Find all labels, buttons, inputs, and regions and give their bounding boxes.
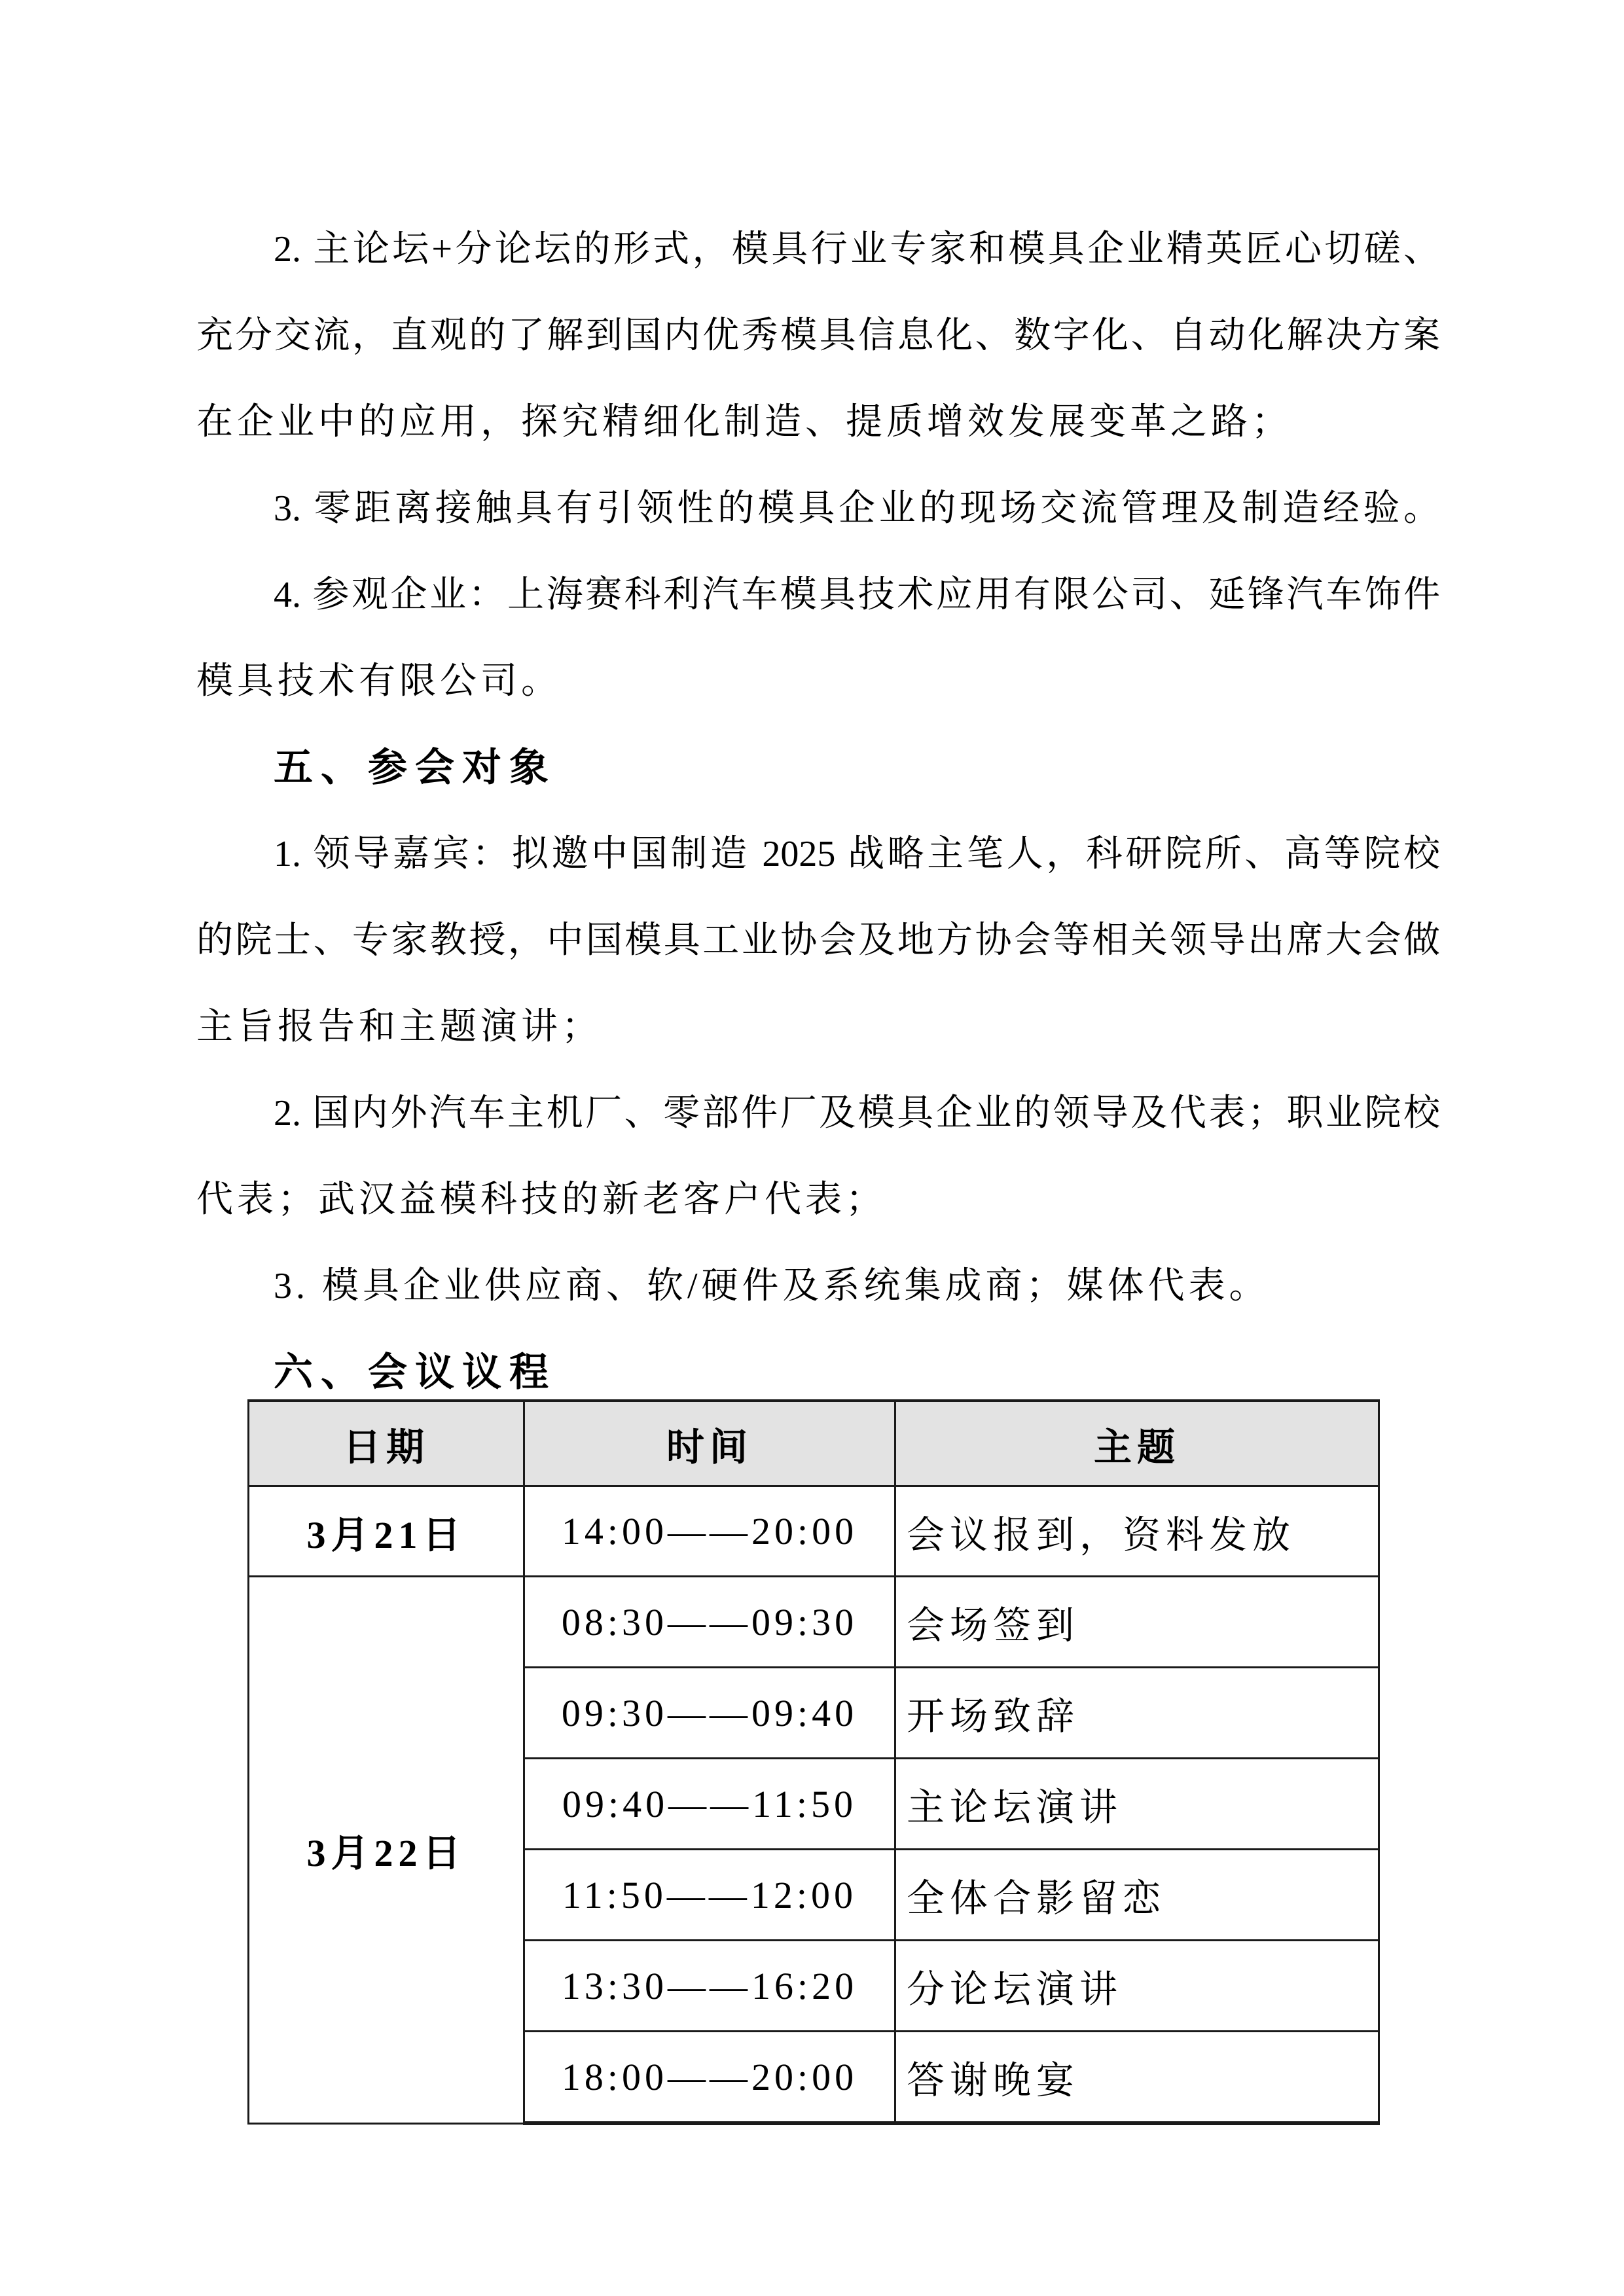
paragraph-line: 在企业中的应用，探究精细化制造、提质增效发展变革之路； (196, 402, 1292, 442)
paragraph-line: 主旨报告和主题演讲； (196, 1007, 602, 1047)
date-cell-merged: 3月22日 (249, 1577, 524, 2124)
section-heading-agenda: 六、会议议程 (274, 1351, 556, 1394)
topic-cell: 答谢晚宴 (895, 2032, 1379, 2124)
table-row (249, 1486, 1379, 1577)
time-cell: 11:50——12:00 (524, 1850, 895, 1941)
topic-cell: 主论坛演讲 (895, 1759, 1379, 1850)
column-header-topic: 主题 (895, 1401, 1379, 1486)
section-heading-attendees: 五、参会对象 (274, 746, 556, 789)
paragraph-line: 2. 国内外汽车主机厂、零部件厂及模具企业的领导及代表；职业院校 (274, 1093, 1440, 1134)
column-header-date: 日期 (249, 1401, 524, 1486)
paragraph-line: 模具技术有限公司。 (196, 661, 562, 702)
time-cell: 13:30——16:20 (524, 1941, 895, 2032)
topic-cell: 开场致辞 (895, 1668, 1379, 1759)
time-cell: 09:30——09:40 (524, 1668, 895, 1759)
paragraph-line: 3. 零距离接触具有引领性的模具企业的现场交流管理及制造经验。 (274, 488, 1440, 529)
time-cell: 08:30——09:30 (524, 1577, 895, 1668)
paragraph-line: 1. 领导嘉宾：拟邀中国制造 2025 战略主笔人，科研院所、高等院校 (274, 834, 1440, 874)
paragraph-line: 4. 参观企业：上海赛科利汽车模具技术应用有限公司、延锋汽车饰件 (274, 575, 1440, 615)
time-cell: 14:00——20:00 (524, 1486, 895, 1577)
document-body (196, 206, 1440, 1416)
table-header-row (249, 1401, 1379, 1486)
paragraph-line: 代表；武汉益模科技的新老客户代表； (196, 1179, 886, 1220)
column-header-time: 时间 (524, 1401, 895, 1486)
paragraph-line: 2. 主论坛+分论坛的形式，模具行业专家和模具企业精英匠心切磋、 (274, 229, 1440, 270)
time-cell: 09:40——11:50 (524, 1759, 895, 1850)
topic-cell: 分论坛演讲 (895, 1941, 1379, 2032)
paragraph-line: 充分交流，直观的了解到国内优秀模具信息化、数字化、自动化解决方案 (196, 315, 1440, 356)
schedule-table (247, 1399, 1380, 2125)
time-cell: 18:00——20:00 (524, 2032, 895, 2124)
topic-cell: 全体合影留恋 (895, 1850, 1379, 1941)
paragraph-line: 3. 模具企业供应商、软/硬件及系统集成商；媒体代表。 (274, 1266, 1270, 1306)
paragraph-line: 的院士、专家教授，中国模具工业协会及地方协会等相关领导出席大会做 (196, 920, 1440, 961)
topic-cell: 会议报到，资料发放 (895, 1486, 1379, 1577)
date-cell: 3月21日 (249, 1486, 524, 1577)
topic-cell: 会场签到 (895, 1577, 1379, 1668)
table-row (249, 1577, 1379, 1668)
